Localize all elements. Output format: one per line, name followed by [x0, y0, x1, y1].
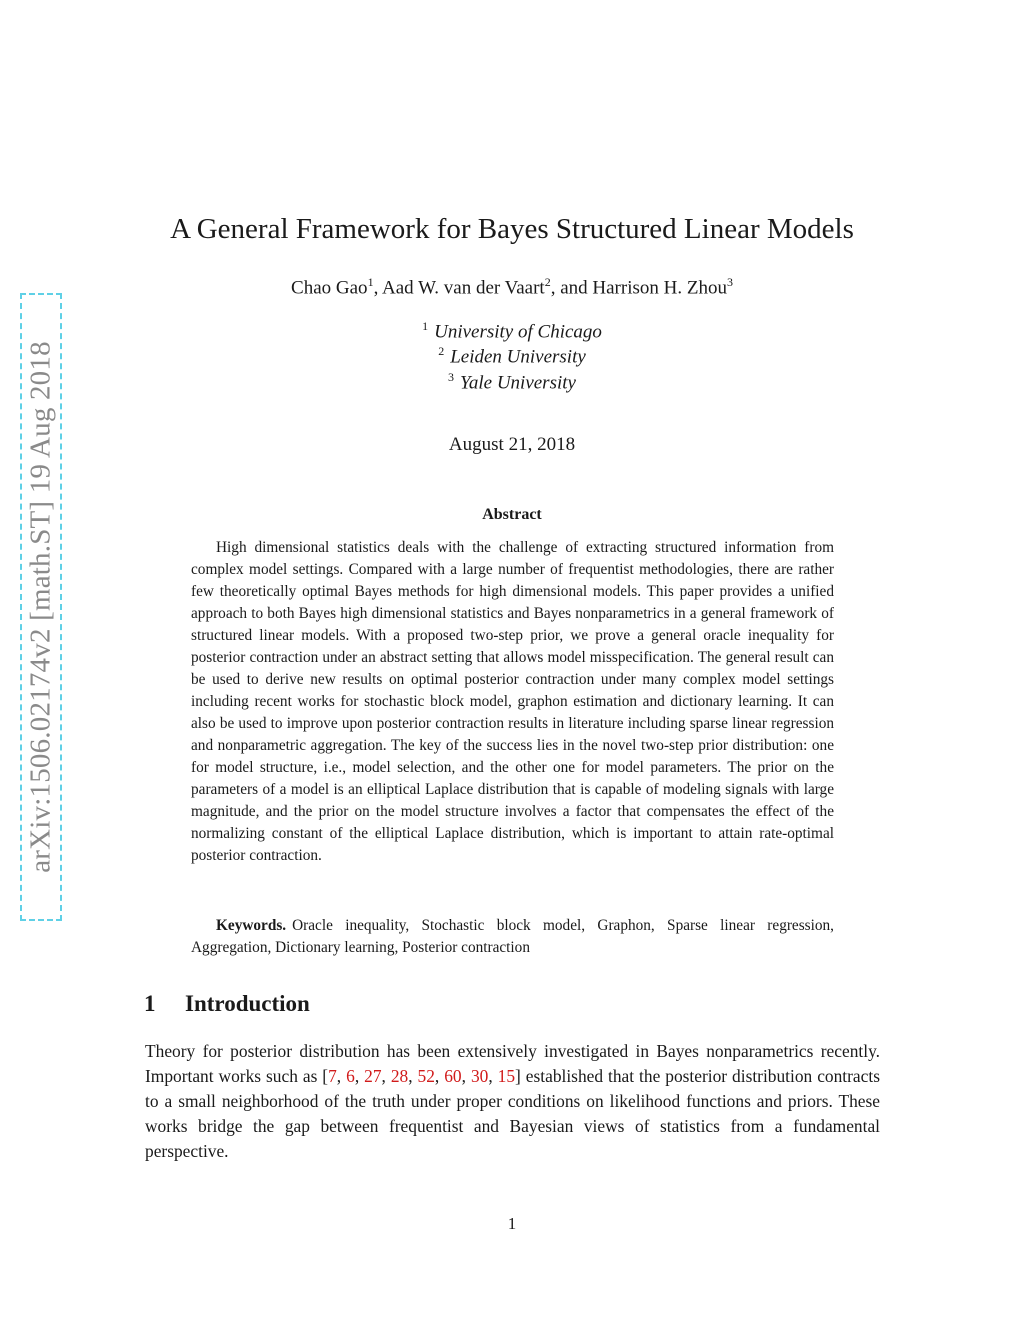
intro-text-before: Theory for posterior distribution has been extensively investigated in Bayes nonparametrics recently. Important works such as [	[145, 1041, 880, 1086]
affiliation-mark: 1	[422, 319, 429, 333]
intro-text-after: ] established that the posterior distribution contracts to a small neighborhood of the truth under proper conditions on likelihood functions and priors. These works bridge the gap between frequentist and Bayesian views of statistics from a fundamental perspective.	[145, 1066, 880, 1161]
citation-link[interactable]: 28	[390, 1066, 409, 1086]
author-separator: ,	[373, 277, 383, 299]
affiliation-name: Leiden University	[450, 346, 586, 368]
intro-paragraph: Theory for posterior distribution has been extensively investigated in Bayes nonparametrics recently. Important works such as [7, 6, 27, 28, 52, 60, 30, 15] established that the posterior distribution contracts to a small neighborhood of the truth under proper conditions on likelihood functions and priors. These works bridge the gap between frequentist and Bayesian views of statistics from a fundamental perspective.	[145, 1041, 880, 1161]
author-affil-mark: 2	[544, 275, 551, 289]
affiliation	[0, 319, 1024, 343]
abstract-heading: Abstract	[482, 506, 542, 523]
affiliation-mark: 3	[448, 370, 455, 384]
citation-link[interactable]: 52	[417, 1066, 435, 1086]
author-affil-mark: 1	[367, 275, 374, 289]
author-name: Aad W. van der Vaart	[382, 277, 545, 299]
citation-link[interactable]: 7	[328, 1066, 337, 1086]
arxiv-stamp-text: arXiv:1506.02174v2 [math.ST] 19 Aug 2018	[24, 341, 57, 873]
abstract-body: High dimensional statistics deals with the challenge of extracting structured information from complex model settings. Compared with a large number of frequentist methodologies, there are rather few theoretically optimal Bayes methods for high dimensional models. This paper provides a unified approach to both Bayes high dimensional statistics and Bayes nonparametrics in a general framework of structured linear models. With a proposed two-step prior, we prove a general oracle inequality for posterior contraction under an abstract setting that allows model misspecification. The general result can be used to derive new results on optimal posterior contraction under many complex model settings including recent works for stochastic block model, graphon estimation and dictionary learning. It can also be used to improve upon posterior contraction results in literature including sparse linear regression and nonparametric aggregation. The key of the success lies in the novel two-step prior distribution: one for model structure, i.e., model selection, and the other one for model parameters. The prior on the parameters of a model is an elliptical Laplace distribution that is capable of modeling signals with large magnitude, and the prior on the model structure involves a factor that compensates the effect of the normalizing constant of the elliptical Laplace distribution, which is important to attain rate-optimal posterior contraction.	[191, 539, 834, 864]
affiliation-name: Yale University	[460, 372, 576, 394]
author-separator: , and	[550, 277, 593, 299]
affiliation	[0, 370, 1024, 394]
section-number: 1	[144, 991, 156, 1016]
citation-link[interactable]: 60	[444, 1066, 462, 1086]
author-name: Chao Gao	[291, 277, 368, 299]
affiliation-mark: 2	[438, 344, 445, 358]
citation-link[interactable]: 30	[470, 1066, 489, 1086]
section-title: Introduction	[185, 991, 310, 1016]
affiliation	[0, 344, 1024, 368]
keywords-label: Keywords.	[216, 917, 287, 934]
citation-link[interactable]: 15	[497, 1066, 516, 1086]
affiliation-name: University of Chicago	[434, 321, 602, 343]
paper-title: A General Framework for Bayes Structured Linear Models	[170, 213, 854, 245]
keywords	[191, 915, 834, 959]
author-affil-mark: 3	[726, 275, 733, 289]
section-heading	[144, 991, 310, 1017]
paper-date: August 21, 2018	[448, 434, 576, 455]
keywords-list: Oracle inequality, Stochastic block model, Graphon, Sparse linear regression, Aggregation, Dictionary learning, Posterior contraction	[191, 917, 834, 956]
citation-link[interactable]: 27	[364, 1066, 382, 1086]
author-list	[0, 275, 1024, 299]
author-name: Harrison H. Zhou	[592, 277, 727, 299]
citation-link[interactable]: 6	[346, 1066, 355, 1086]
page-number: 1	[507, 1214, 517, 1233]
